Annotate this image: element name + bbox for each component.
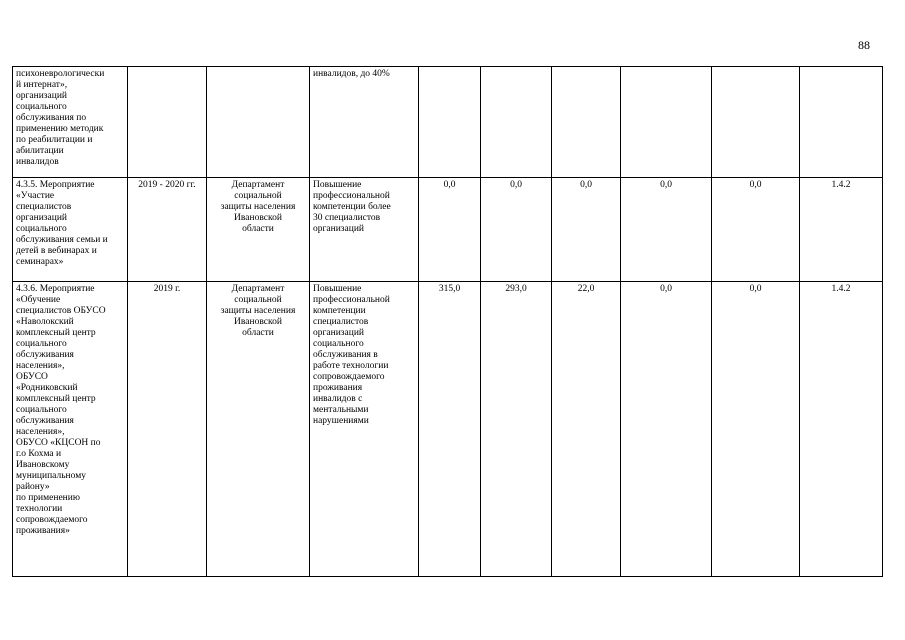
period-cell: 2019 - 2020 гг. <box>128 178 207 282</box>
indicator-ref-cell: 1.4.2 <box>800 178 883 282</box>
event-name-cell: психоневрологически й интернат», организаций социального обслуживания по применению методик по реабилитации и абилитации инвалидов <box>13 67 128 178</box>
event-name-cell: 4.3.6. Мероприятие «Обучение специалистов ОБУСО «Наволокский комплексный центр социального обслуживания населения», ОБУСО «Родниковский комплексный центр социального обслуживания населения», ОБУСО «КЦСОН по г.о Кохма и Ивановскому муниципальному району» по применению технологии сопровождаемого проживания» <box>13 282 128 577</box>
value-cell <box>552 67 621 178</box>
period-cell <box>128 67 207 178</box>
value-cell: 0,0 <box>712 282 800 577</box>
indicator-ref-cell <box>800 67 883 178</box>
value-cell: 0,0 <box>621 178 712 282</box>
result-cell: Повышение профессиональной компетенции более 30 специалистов организаций <box>310 178 419 282</box>
table-row <box>13 67 883 178</box>
indicator-ref-cell: 1.4.2 <box>800 282 883 577</box>
table-row <box>13 282 883 577</box>
value-cell <box>481 67 552 178</box>
value-cell <box>712 67 800 178</box>
table-row <box>13 178 883 282</box>
value-cell: 0,0 <box>621 282 712 577</box>
result-cell: инвалидов, до 40% <box>310 67 419 178</box>
value-cell: 0,0 <box>552 178 621 282</box>
value-cell: 22,0 <box>552 282 621 577</box>
value-cell: 0,0 <box>712 178 800 282</box>
program-table <box>12 66 883 577</box>
value-cell: 315,0 <box>419 282 481 577</box>
executor-cell: Департамент социальной защиты населения Ивановской области <box>207 282 310 577</box>
period-cell: 2019 г. <box>128 282 207 577</box>
executor-cell <box>207 67 310 178</box>
value-cell <box>419 67 481 178</box>
page-number: 88 <box>858 38 870 52</box>
result-cell: Повышение профессиональной компетенции специалистов организаций социального обслуживания в работе технологии сопровождаемого проживания инвалидов с ментальными нарушениями <box>310 282 419 577</box>
executor-cell: Департамент социальной защиты населения Ивановской области <box>207 178 310 282</box>
value-cell <box>621 67 712 178</box>
event-name-cell: 4.3.5. Мероприятие «Участие специалистов организаций социального обслуживания семьи и детей в вебинарах и семинарах» <box>13 178 128 282</box>
value-cell: 293,0 <box>481 282 552 577</box>
value-cell: 0,0 <box>419 178 481 282</box>
value-cell: 0,0 <box>481 178 552 282</box>
